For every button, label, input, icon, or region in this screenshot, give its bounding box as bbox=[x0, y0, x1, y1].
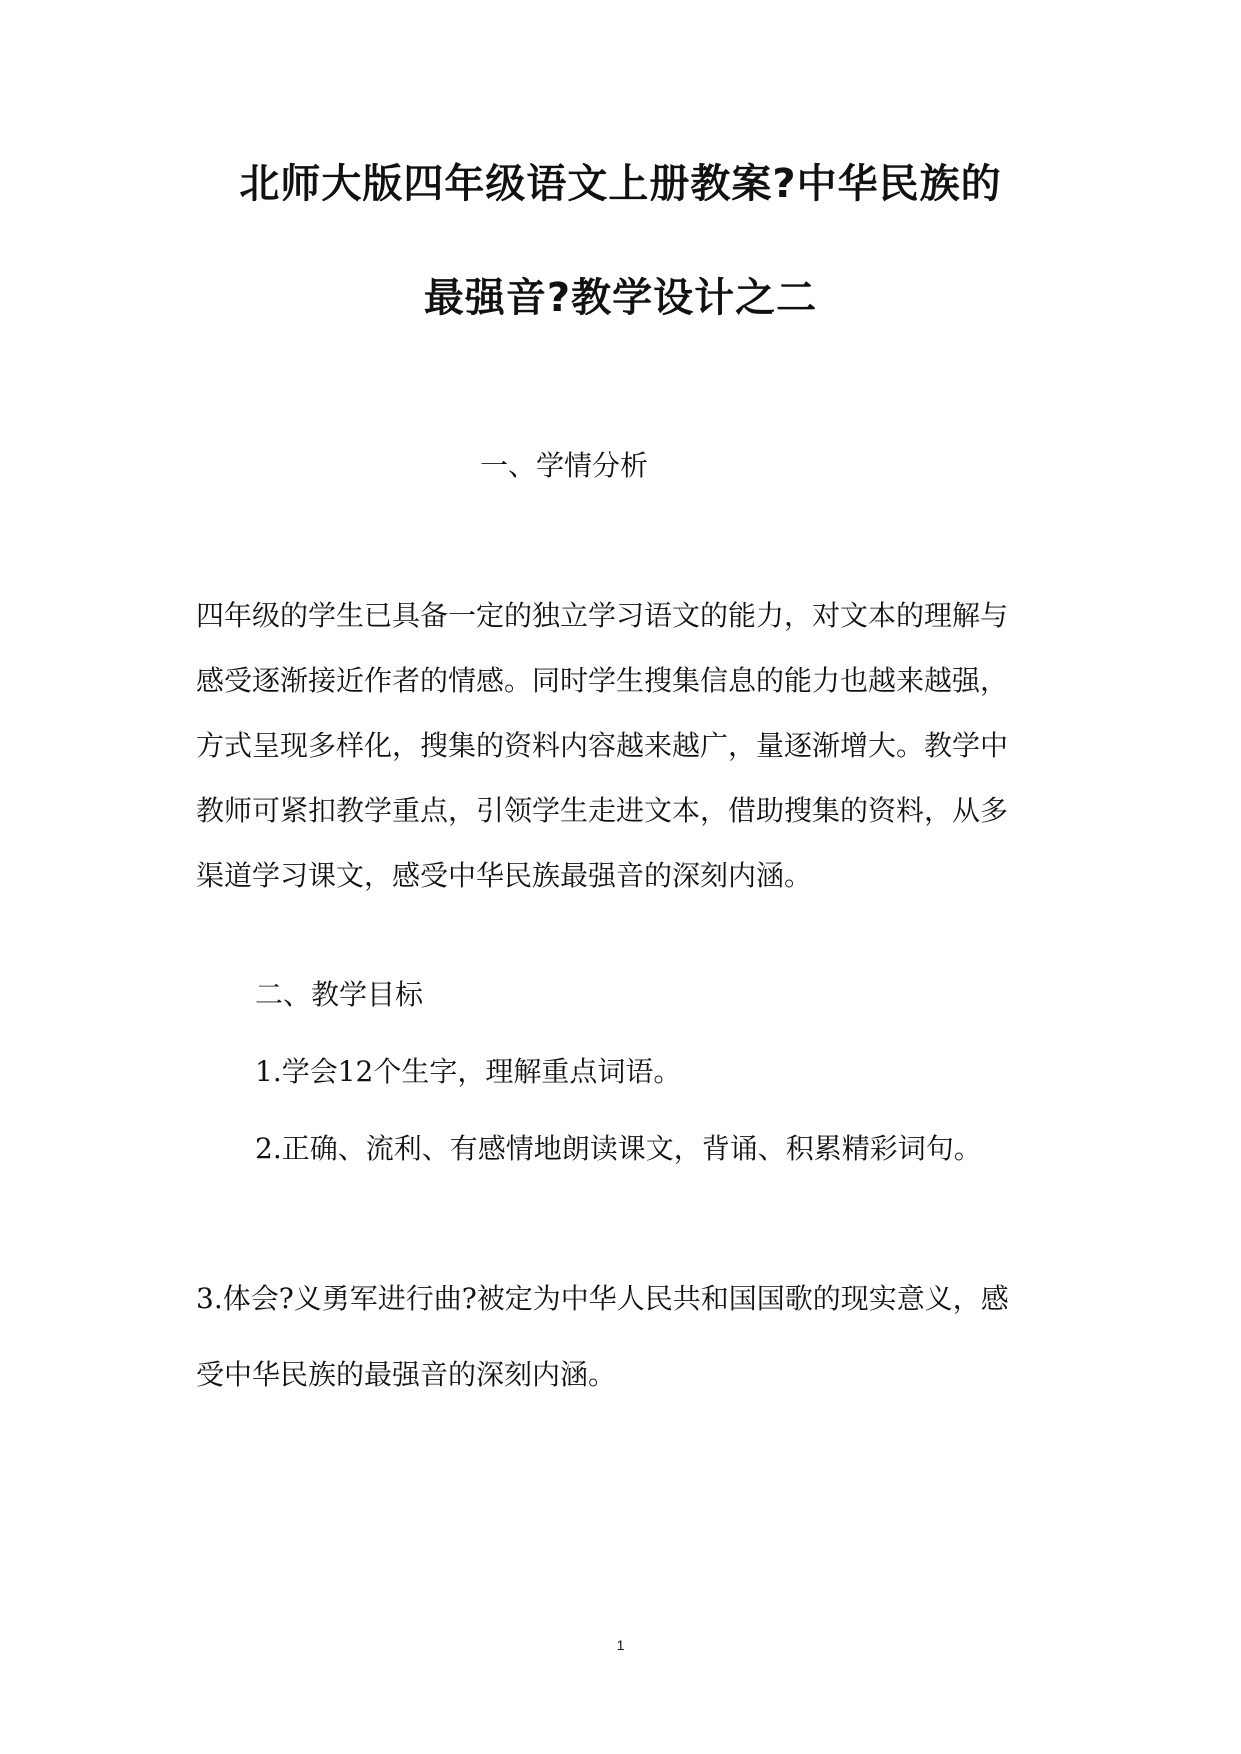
goal-item-1: 1.学会12个生字，理解重点词语。 bbox=[255, 1055, 682, 1088]
section-heading-goals: 二、教学目标 bbox=[255, 978, 424, 1011]
paragraph-line: 四年级的学生已具备一定的独立学习语文的能力，对文本的理解与 bbox=[196, 599, 1009, 632]
analysis-paragraph bbox=[196, 598, 1052, 894]
goal-item-2: 2.正确、流利、有感情地朗读课文，背诵、积累精彩词句。 bbox=[255, 1132, 982, 1165]
goal-item-3 bbox=[196, 1281, 1052, 1393]
title-line-2: 最强音?教学设计之二 bbox=[423, 275, 818, 321]
paragraph-line: 感受逐渐接近作者的情感。同时学生搜集信息的能力也越来越强， bbox=[196, 664, 1009, 697]
paragraph-line: 3.体会?义勇军进行曲?被定为中华人民共和国国歌的现实意义，感 bbox=[196, 1282, 1009, 1315]
title-line-1: 北师大版四年级语文上册教案?中华民族的 bbox=[239, 161, 1002, 207]
paragraph-line: 受中华民族的最强音的深刻内涵。 bbox=[196, 1358, 617, 1391]
paragraph-line: 方式呈现多样化，搜集的资料内容越来越广，量逐渐增大。教学中 bbox=[196, 729, 1009, 762]
paragraph-line: 渠道学习课文，感受中华民族最强音的深刻内涵。 bbox=[196, 859, 813, 892]
page-number: 1 bbox=[616, 1637, 625, 1653]
paragraph-line: 教师可紧扣教学重点，引领学生走进文本，借助搜集的资料，从多 bbox=[196, 794, 1009, 827]
section-heading-analysis: 一、学情分析 bbox=[480, 449, 649, 482]
